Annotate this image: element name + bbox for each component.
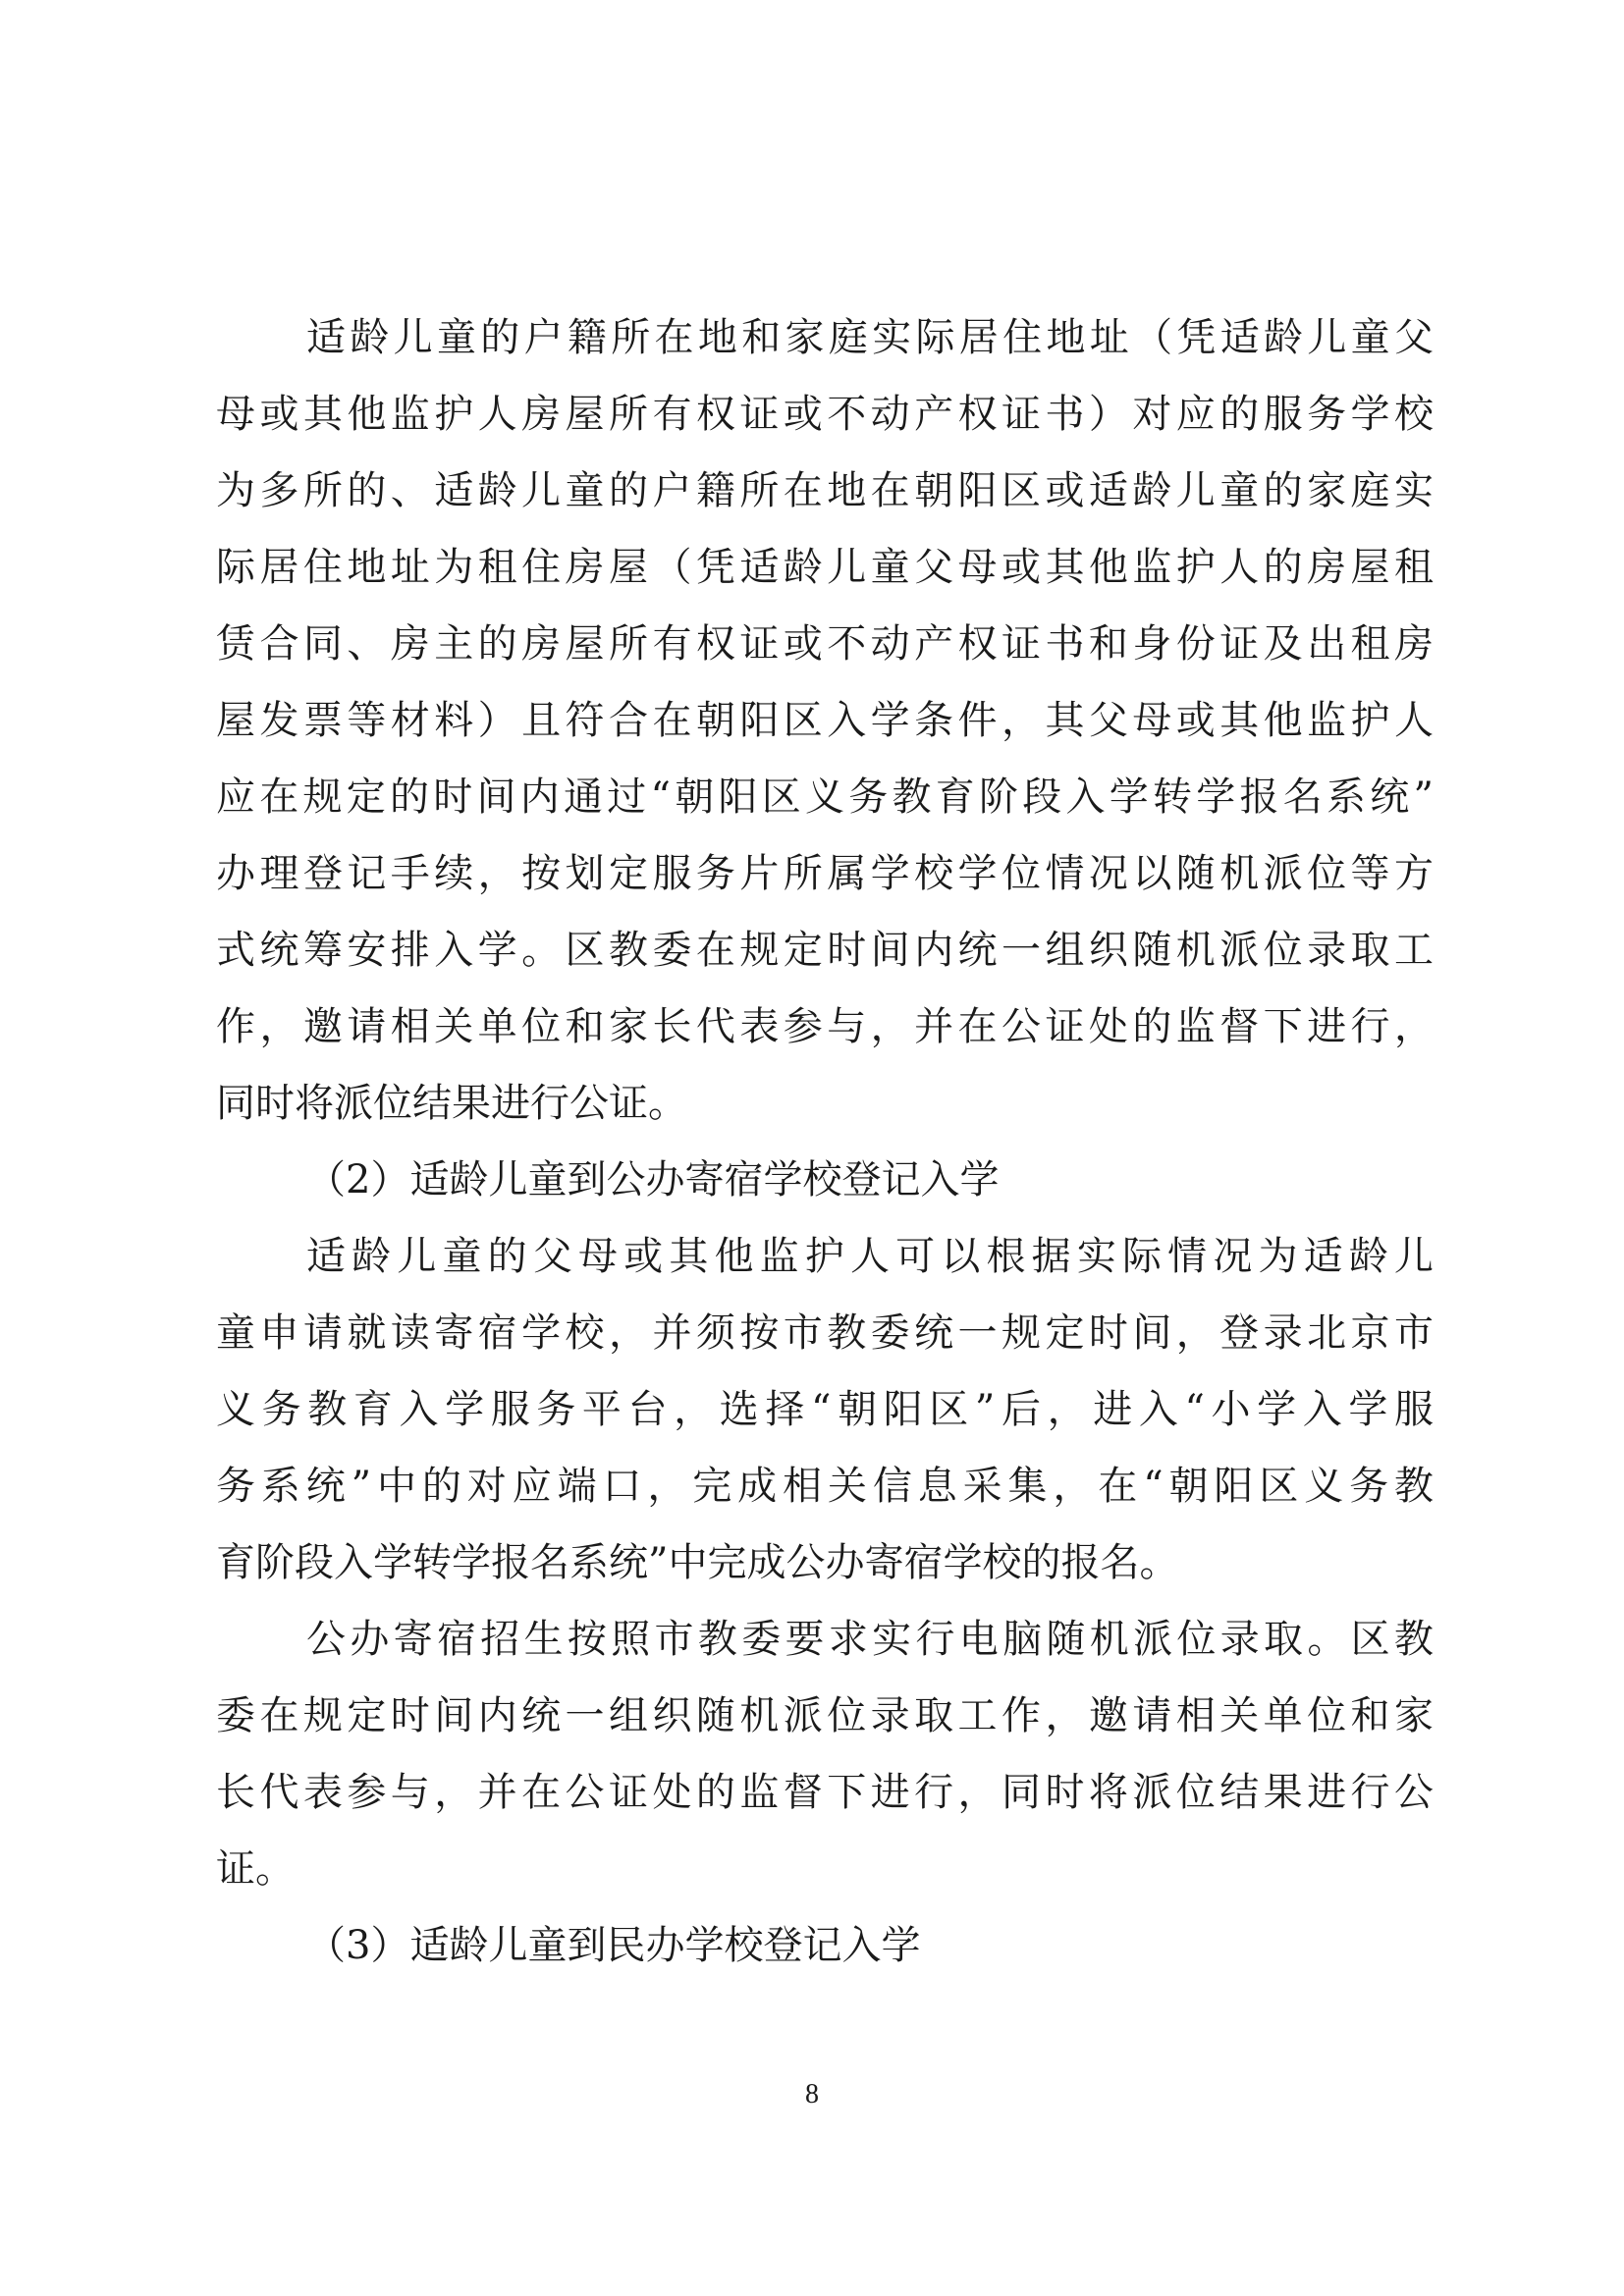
paragraph-2-line-1: 适龄儿童的父母或其他监护人可以根据实际情况为适龄儿: [306, 1234, 1434, 1279]
paragraph-1-line-4: 际居住地址为租住房屋（凭适龄儿童父母或其他监护人的房屋租: [216, 545, 1434, 590]
section-heading-2: （2）适龄儿童到公办寄宿学校登记入学: [306, 1157, 1000, 1202]
paragraph-1-line-1: 适龄儿童的户籍所在地和家庭实际居住地址（凭适龄儿童父: [306, 315, 1434, 360]
paragraph-2-line-3: 义务教育入学服务平台，选择“朝阳区”后，进入“小学入学服: [216, 1387, 1434, 1432]
paragraph-2-line-4: 务系统”中的对应端口，完成相关信息采集，在“朝阳区义务教: [216, 1464, 1434, 1509]
paragraph-3-line-2: 委在规定时间内统一组织随机派位录取工作，邀请相关单位和家: [216, 1693, 1434, 1738]
paragraph-2-line-5: 育阶段入学转学报名系统”中完成公办寄宿学校的报名。: [216, 1540, 1179, 1585]
paragraph-1-line-8: 办理登记手续，按划定服务片所属学校学位情况以随机派位等方: [216, 851, 1434, 896]
paragraph-2-line-2: 童申请就读寄宿学校，并须按市教委统一规定时间，登录北京市: [216, 1310, 1434, 1356]
paragraph-1-line-7: 应在规定的时间内通过“朝阳区义务教育阶段入学转学报名系统”: [216, 774, 1434, 820]
paragraph-1-line-10: 作，邀请相关单位和家长代表参与，并在公证处的监督下进行，: [216, 1004, 1434, 1049]
section-heading-3: （3）适龄儿童到民办学校登记入学: [306, 1923, 921, 1968]
paragraph-1-line-3: 为多所的、适龄儿童的户籍所在地在朝阳区或适龄儿童的家庭实: [216, 468, 1434, 513]
paragraph-1-line-2: 母或其他监护人房屋所有权证或不动产权证书）对应的服务学校: [216, 392, 1434, 437]
paragraph-1-line-11: 同时将派位结果进行公证。: [216, 1081, 687, 1126]
paragraph-3-line-1: 公办寄宿招生按照市教委要求实行电脑随机派位录取。区教: [306, 1617, 1434, 1662]
paragraph-3-line-3: 长代表参与，并在公证处的监督下进行，同时将派位结果进行公: [216, 1770, 1434, 1815]
paragraph-1-line-9: 式统筹安排入学。区教委在规定时间内统一组织随机派位录取工: [216, 928, 1434, 973]
paragraph-1-line-6: 屋发票等材料）且符合在朝阳区入学条件，其父母或其他监护人: [216, 698, 1434, 743]
paragraph-3-line-4: 证。: [216, 1846, 295, 1892]
document-body: [216, 299, 1434, 1984]
paragraph-1-line-5: 赁合同、房主的房屋所有权证或不动产权证书和身份证及出租房: [216, 621, 1434, 667]
page-number: 8: [805, 2079, 819, 2109]
